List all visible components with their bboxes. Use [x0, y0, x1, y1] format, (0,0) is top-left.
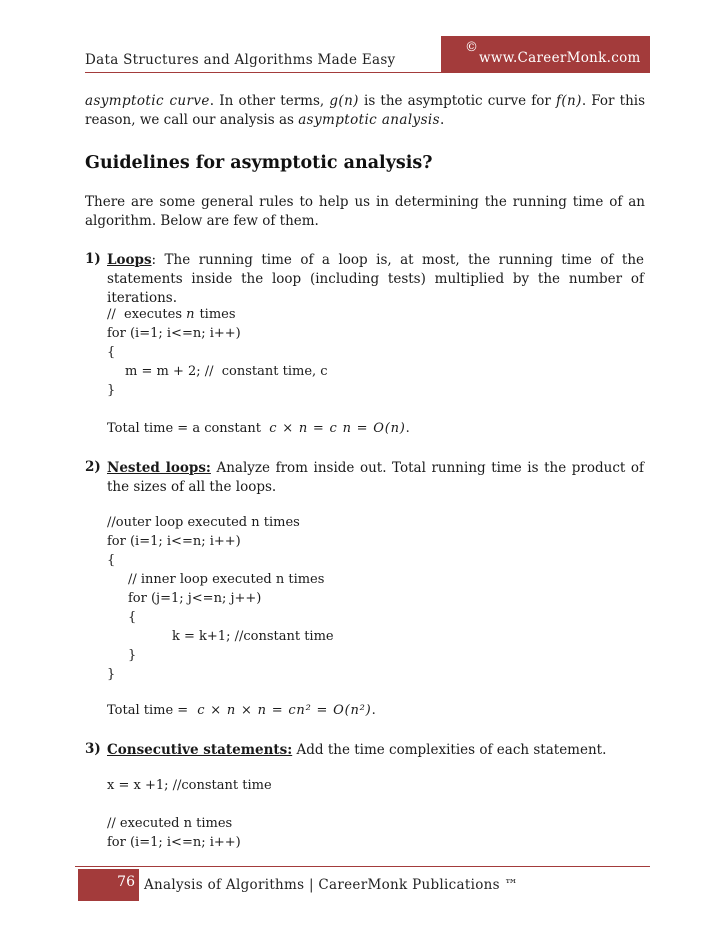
page-footer — [75, 866, 650, 901]
item-1-title: Loops — [107, 252, 152, 268]
item-3-title: Consecutive statements: — [107, 742, 293, 758]
item-3-number: 3) — [85, 741, 101, 757]
code-line: for (j=1; j<=n; j++) — [128, 591, 262, 606]
lead-paragraph: There are some general rules to help us in determining the running time of an algorithm. Below are few of them. — [85, 194, 645, 229]
code-line: // executes n times — [107, 307, 236, 322]
intro-text-2: is the asymptotic curve for — [358, 93, 556, 109]
intro-text-1: . In other terms, — [209, 93, 330, 109]
item-3-body: Add the time complexities of each statement. — [292, 742, 607, 758]
item-1-total-time: Total time = a constant c × n = c n = O(n). — [107, 421, 410, 436]
footer-text: Analysis of Algorithms | CareerMonk Publications ™ — [144, 877, 519, 893]
page-number: 76 — [117, 874, 135, 890]
code-line: { — [128, 610, 137, 625]
code-line: } — [128, 648, 137, 663]
intro-math-f: f(n) — [555, 93, 582, 109]
running-header-title: Data Structures and Algorithms Made Easy — [85, 52, 396, 68]
item-1-number: 1) — [85, 251, 101, 267]
footer-rule — [75, 866, 650, 867]
section-heading: Guidelines for asymptotic analysis? — [85, 153, 433, 173]
code-line: //outer loop executed n times — [107, 515, 300, 530]
code-line: k = k+1; //constant time — [172, 629, 334, 644]
code-line: for (i=1; i<=n; i++) — [107, 326, 241, 341]
intro-term-2: asymptotic analysis — [298, 112, 440, 128]
code-line: { — [107, 345, 116, 360]
item-2-text — [107, 459, 644, 497]
intro-term-1: asymptotic curve — [85, 93, 210, 109]
code-line: } — [107, 383, 116, 398]
header-url: www.CareerMonk.com — [479, 50, 641, 66]
code-line: for (i=1; i<=n; i++) — [107, 534, 241, 549]
intro-text-4: . — [439, 112, 445, 128]
code-line: { — [107, 553, 116, 568]
item-1-body: : The running time of a loop is, at most, the running time of the statements inside the loop (including tests) multiplied by the number of iterations. — [107, 252, 644, 306]
intro-math-g: g(n) — [329, 93, 359, 109]
item-2-title: Nested loops: — [107, 460, 211, 476]
item-3-text — [107, 741, 644, 760]
item-2-total-time: Total time = c × n × n = cn² = O(n²). — [107, 703, 376, 718]
header-url-badge — [441, 36, 650, 73]
intro-text-3: . For this reason, we call our analysis as — [85, 93, 646, 128]
code-line: for (i=1; i<=n; i++) — [107, 835, 241, 850]
code-line: x = x +1; //constant time — [107, 778, 272, 793]
header-rule — [85, 72, 650, 73]
intro-paragraph — [85, 92, 645, 130]
item-1-text — [107, 251, 644, 308]
item-2-number: 2) — [85, 459, 101, 475]
code-line: } — [107, 667, 116, 682]
code-line: // inner loop executed n times — [128, 572, 325, 587]
copyright-symbol: © — [465, 40, 479, 55]
code-line: // executed n times — [107, 816, 233, 831]
item-2-body: Analyze from inside out. Total running time is the product of the sizes of all the loops. — [107, 460, 644, 495]
code-line: m = m + 2; // constant time, c — [125, 364, 328, 379]
